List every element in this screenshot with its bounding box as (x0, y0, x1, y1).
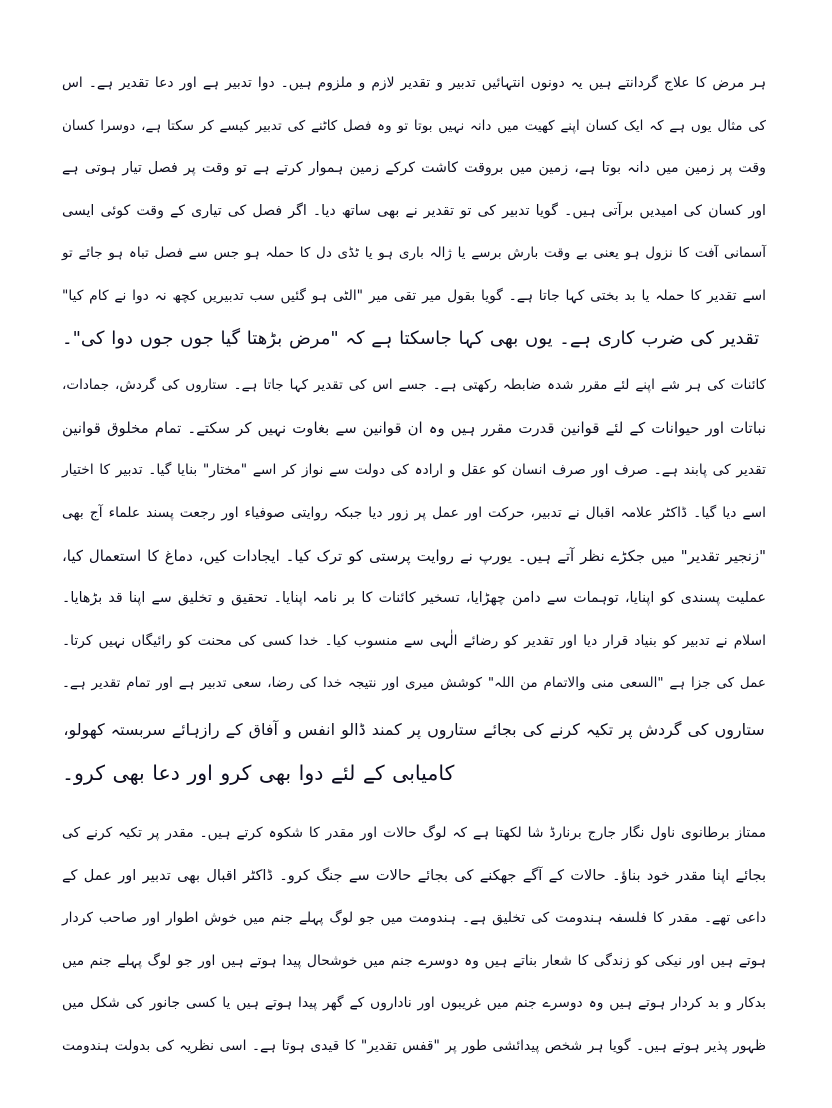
text-line: عمل کی جزا ہے "السعی منی والاتمام من اللہ" کوشش میری اور نتیجہ خدا کی رضا، سعی تدبیر ہے اور تمام تقدیر ہے۔ (62, 675, 766, 692)
text-line: بجائے اپنا مقدر خود بناؤ۔ حالات کے آگے جھکنے کی بجائے حالات سے جنگ کرو۔ ڈاکٹر اقبال بھی تدبیر اور عمل کے (62, 866, 766, 884)
text-line: داعی تھے۔ مقدر کا فلسفہ ہندومت کی تخلیق ہے۔ ہندومت میں جو لوگ پہلے جنم میں خوش اطوار اور صاحب کردار (62, 910, 766, 927)
text-line: اور کسان کی امیدیں برآتی ہیں۔ گویا تدبیر کی تو تقدیر نے بھی ساتھ دیا۔ اگر فصل کی تیاری کے وقت کوئی ایسی (62, 202, 766, 219)
text-line: کائنات کی ہر شے اپنے لئے مقرر شدہ ضابطہ رکھتی ہے۔ جسے اس کی تقدیر کہا جاتا ہے۔ ستاروں کی گردش، جمادات، (62, 377, 766, 394)
paragraph-3 (62, 709, 766, 794)
text-line: ہوتے ہیں اور نیکی کو زندگی کا شعار بناتے ہیں وہ دوسرے جنم میں خوشحال پیدا ہوتے ہیں اور جو لوگ پہلے جنم میں (62, 952, 766, 969)
text-line: "زنجیر تقدیر" میں جکڑے نظر آتے ہیں۔ یورپ نے روایت پرستی کو ترک کیا۔ ایجادات کیں، دماغ کا استعمال کیا، (62, 546, 766, 565)
text-line: اسے دیا گیا۔ ڈاکٹر علامہ اقبال نے تدبیر، حرکت اور عمل پر زور دیا جبکہ روایتی صوفیاء اور رجعت پسند علماء آج بھی (62, 504, 766, 521)
text-line: ستاروں کی گردش پر تکیہ کرنے کی بجائے ستاروں پر کمند ڈالو انفس و آفاق کے رازہائے سربستہ کھولو، (63, 719, 765, 739)
text-line: عملیت پسندی کو اپنایا، توہمات سے دامن چھڑایا، تسخیر کائنات کا بر نامہ اپنایا۔ تحقیق و تخلیق سے اپنا قد بڑھایا۔ (62, 590, 766, 607)
text-line: ممتاز برطانوی ناول نگار جارج برنارڈ شا لکھتا ہے کہ لوگ حالات اور مقدر کا شکوہ کرتے ہیں۔ مقدر پر تکیہ کرنے کی (62, 825, 766, 842)
text-line: اسے تقدیر کا حملہ یا بد بختی کہا جاتا ہے۔ گویا بقول میر تقی میر "الٹی ہو گئیں سب تدبیریں کچھ نہ دوا نے کام کیا" (62, 287, 766, 304)
text-line: تقدیر کی ضرب کاری ہے۔ یوں بھی کہا جاسکتا ہے کہ "مرض بڑھتا گیا جوں جوں دوا کی"۔ (62, 327, 760, 349)
text-line: بدکار و بد کردار ہوتے ہیں وہ دوسرے جنم میں غریبوں اور ناداروں کے گھر پیدا ہوتے ہیں یا کسی جانور کی شکل میں (62, 995, 766, 1012)
text-line: تقدیر کی پابند ہے۔ صرف اور صرف انسان کو عقل و ارادہ کی دولت سے نواز کر اسے "مختار" بنایا گیا۔ تدبیر کا اختیار (62, 462, 766, 479)
text-line: ہر مرض کا علاج گردانتے ہیں یہ دونوں انتہائیں تدبیر و تقدیر لازم و ملزوم ہیں۔ دوا تدبیر ہے اور دعا تقدیر ہے۔ اس (62, 75, 766, 91)
text-line: کی مثال یوں ہے کہ ایک کسان اپنے کھیت میں دانہ نہیں بوتا تو وہ فصل کاٹنے کی تدبیر کیسے کر سکتا ہے، دوسرا کسان (62, 117, 766, 134)
text-line: وقت پر زمین میں دانہ بوتا ہے، زمین میں بروقت کاشت کرکے زمین ہموار کرتے ہے تو وقت پر فصل تیار ہوتی ہے (62, 160, 766, 177)
paragraph-4 (62, 812, 766, 1068)
paragraph-2 (62, 364, 766, 705)
text-column (62, 62, 766, 1068)
paragraph-spacer (62, 794, 766, 812)
text-line: ظہور پذیر ہوتے ہیں۔ گویا ہر شخص پیدائشی طور پر "قفس تقدیر" کا قیدی ہوتا ہے۔ اسی نظریہ کی بدولت ہندومت (62, 1038, 766, 1055)
text-line: کامیابی کے لئے دوا بھی کرو اور دعا بھی کرو۔ (62, 760, 455, 785)
text-line: اسلام نے تدبیر کو بنیاد قرار دیا اور تقدیر کو رضائے الٰہی سے منسوب کیا۔ خدا کسی کی محنت کو رائیگاں نہیں کرتا۔ (62, 632, 766, 649)
paragraph-1 (62, 62, 766, 360)
text-line: نباتات اور حیوانات کے لئے قوانین قدرت مقرر ہیں وہ ان قوانین سے بغاوت نہیں کر سکتے۔ تمام مخلوق قوانین (62, 418, 766, 437)
text-line: آسمانی آفت کا نزول ہو یعنی بے وقت بارش برسے یا ژالہ باری ہو یا ٹڈی دل کا حملہ ہو جس سے فصل تباہ ہو جائے تو (62, 245, 766, 262)
